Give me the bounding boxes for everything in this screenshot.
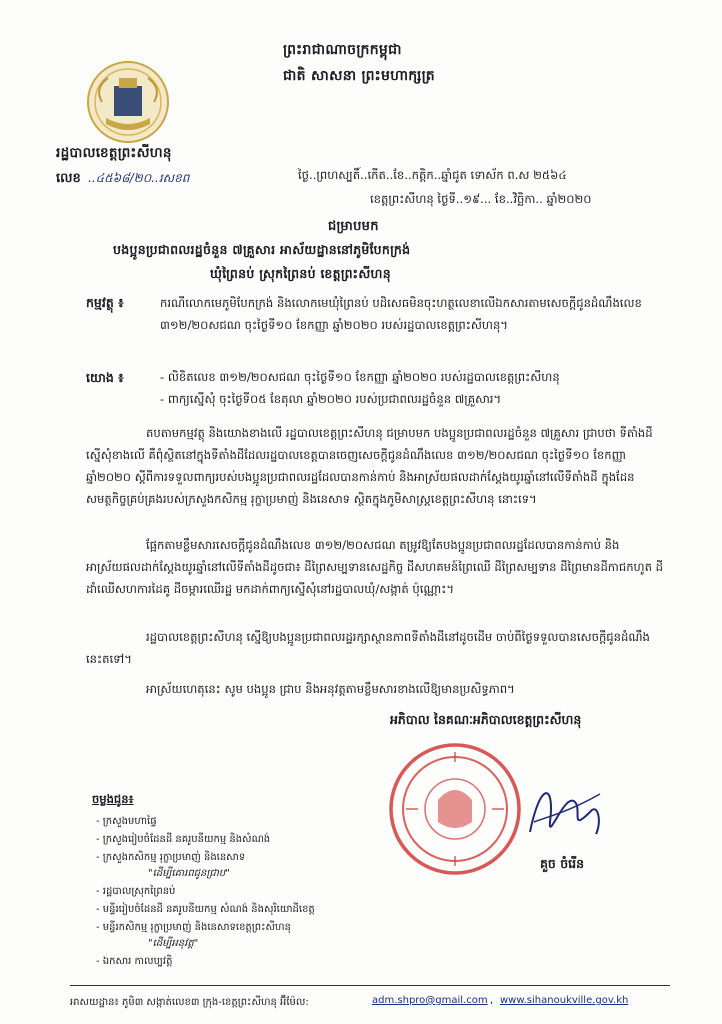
letter-salutation: ជម្រាបមក xyxy=(328,219,379,234)
cc-label: ចម្លងជូន៖ xyxy=(92,792,134,806)
footer-divider xyxy=(70,985,670,986)
cc-item: - មន្ទីរកសិកម្ម រុក្ខាប្រមាញ់ និងនេសាទខេត្តព្រះសីហនុ xyxy=(96,922,291,933)
body-paragraph: តបតាមកម្មវត្ថុ និងយោងខាងលើ រដ្ឋបាលខេត្តព្រះសីហនុ ជម្រាបមក បងប្អូនប្រជាពលរដ្ឋចំនួន ៧គ្រួសារ ជ្រាបថា ទីតាំងដីស្នើសុំខាងលើ គឺពុំស្ថិតនៅក្នុងទីតាំងដីដែលរដ្ឋបាលខេត្តបានចេញសេចក្តីជូនដំណឹងលេខ ៣១២/២០សជណ ចុះថ្ងៃទី១០ ខែកញ្ញា ឆ្នាំ២០២០ ស្តីពីការទទួលពាក្យរបស់បងប្អូនប្រជាពលរដ្ឋដែលបានកាន់កាប់ និងអាស្រ័យផលដាក់ស្តែងយូរឆ្នាំនៅលើទីតាំងដី ក្នុងដែនសមត្ថកិច្ចគ្រប់គ្រងរបស់ក្រសួងកសិកម្ម រុក្ខាប្រមាញ់ និងនេសាទ ស្ថិតក្នុងភូមិសាស្ត្រខេត្តព្រះសីហនុ នោះទេ។ xyxy=(86,426,653,506)
issuing-authority: រដ្ឋបាលខេត្តព្រះសីហនុ xyxy=(56,145,172,161)
addressee-line: បងប្អូនប្រជាពលរដ្ឋចំនួន ៧គ្រួសារ អាស័យដ្ឋាននៅភូមិបែកក្រង់ xyxy=(113,242,411,257)
handwritten-signature xyxy=(520,772,610,852)
cc-item: - ក្រសួងរៀបចំដែនដី នគរូបនីយកម្ម និងសំណង់ xyxy=(96,834,271,845)
reference-label: លេខ xyxy=(56,171,81,186)
signatory-title: អភិបាល នៃគណៈអភិបាលខេត្តព្រះសីហនុ xyxy=(390,712,582,727)
body-paragraph: ផ្អែកតាមខ្លឹមសារសេចក្តីជូនដំណឹងលេខ ៣១២/២០សជណ តម្រូវឱ្យតែបងប្អូនប្រជាពលរដ្ឋដែលបានកាន់កាប់ និងអាស្រ័យផលដាក់ស្តែងយូរឆ្នាំនៅលើទីតាំងដីដូចជា៖ ដីព្រៃសម្បទានសេដ្ឋកិច្ច ដីសហគមន៍ព្រៃឈើ ដីព្រៃសម្បទាន ដីព្រៃមានដីកាជកហូត ដីដាំឈើសហការដៃគូ ដីចម្ការឈើរដ្ឋ មកដាក់ពាក្យស្នើសុំនៅរដ្ឋបាលឃុំ/សង្កាត់ ប៉ុណ្ណោះ។ xyxy=(86,538,663,596)
subject-text: ករណីលោកមេភូមិបែកក្រង់ និងលោកមេឃុំព្រៃនប់ បដិសេធមិនចុះហត្ថលេខាលើឯកសារតាមសេចក្តីជូនដំណឹងលេខ ៣១២/២០សជណ ចុះថ្ងៃទី១០ ខែកញ្ញា ឆ្នាំ២០២០ របស់រដ្ឋបាលខេត្តព្រះសីហនុ។ xyxy=(160,296,642,332)
cc-note: "ដើម្បីអនុវត្ត" xyxy=(148,938,199,949)
signatory-name: គួច ចំរើន xyxy=(540,856,585,871)
footer-email-link[interactable]: adm.shpro@gmail.com xyxy=(372,995,488,1006)
provincial-emblem-logo xyxy=(84,58,172,146)
official-seal-stamp xyxy=(386,740,524,878)
addressee-location: ឃុំព្រៃនប់ ស្រុកព្រៃនប់ ខេត្តព្រះសីហនុ xyxy=(210,266,391,281)
reference-number: ..៤៥៦៨/២០..រសខព xyxy=(88,171,190,185)
body-paragraph: រដ្ឋបាលខេត្តព្រះសីហនុ ស្នើឱ្យបងប្អូនប្រជាពលរដ្ឋរក្សាស្ថានភាពទីតាំងដីនៅដូចដើម ចាប់ពីថ្ងៃទទួលបានសេចក្តីជូនដំណឹងនេះតទៅ។ xyxy=(86,630,650,666)
cc-item: - ឯកសារ កាលប្បវត្តិ xyxy=(96,956,173,967)
reference-item: - លិខិតលេខ ៣១២/២០សជណ ចុះថ្ងៃទី១០ ខែកញ្ញា ឆ្នាំ២០២០ របស់រដ្ឋបាលខេត្តព្រះសីហនុ xyxy=(160,370,560,384)
footer-separator: , xyxy=(490,995,494,1006)
subject-label: កម្មវត្ថុ ៖ xyxy=(86,295,124,310)
reference-section-label: យោង ៖ xyxy=(86,370,124,385)
kingdom-heading: ព្រះរាជាណាចក្រកម្ពុជា xyxy=(283,42,402,58)
cc-item: - រដ្ឋបាលស្រុកព្រៃនប់ xyxy=(96,886,176,897)
solar-date: ខេត្តព្រះសីហនុ ថ្ងៃទី..១៩... ខែ..វិច្ឆិកា.. ឆ្នាំ២០២០ xyxy=(370,192,592,206)
cc-item: - ក្រសួងកសិកម្ម រុក្ខាប្រមាញ់ និងនេសាទ xyxy=(96,852,246,863)
body-paragraph: អាស្រ័យហេតុនេះ សូម បងប្អូន ជ្រាប និងអនុវត្តតាមខ្លឹមសារខាងលើឱ្យមានប្រសិទ្ធភាព។ xyxy=(146,682,515,696)
footer-address: អាសយដ្ឋាន៖ ភូមិ៣ សង្កាត់លេខ៣ ក្រុង-ខេត្តព្រះសីហនុ អ៊ីម៉ែល: xyxy=(70,997,309,1008)
national-motto: ជាតិ សាសនា ព្រះមហាក្សត្រ xyxy=(283,68,435,84)
cc-item: - ក្រសួងមហាផ្ទៃ xyxy=(96,816,157,827)
lunar-date: ថ្ងៃ..ព្រហស្បតិ៍..កើត..ខែ..កត្តិក..ឆ្នាំជូត ទោស័ក ព.ស ២៥៦៤ xyxy=(298,168,567,182)
reference-item: - ពាក្យស្នើសុំ ចុះថ្ងៃទី០៥ ខែតុលា ឆ្នាំ២០២០ របស់ប្រជាពលរដ្ឋចំនួន ៧គ្រួសារ។ xyxy=(160,392,502,406)
footer-website-link[interactable]: www.sihanoukville.gov.kh xyxy=(500,995,629,1006)
cc-note: "ដើម្បីគោរពជូនជ្រាប" xyxy=(148,868,230,879)
cc-item: - មន្ទីររៀបចំដែនដី នគរូបនីយកម្ម សំណង់ និងសុរិយោដីខេត្ត xyxy=(96,904,315,915)
